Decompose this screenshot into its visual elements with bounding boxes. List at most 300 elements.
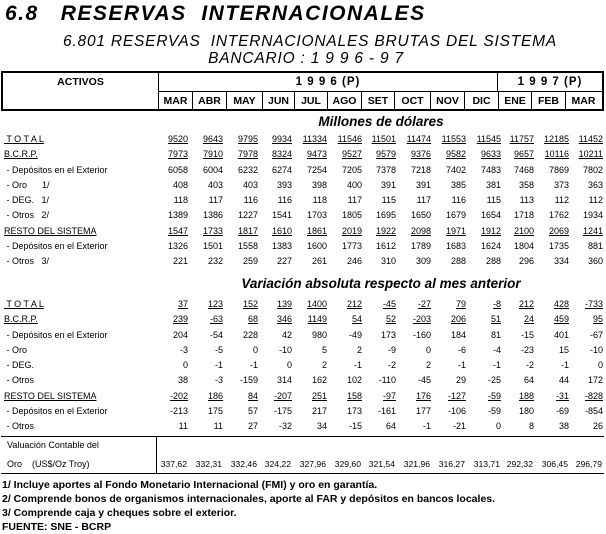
table-cell: 8 bbox=[528, 421, 534, 432]
table-cell: 259 bbox=[242, 256, 258, 267]
activos-header-cell bbox=[3, 73, 159, 109]
table-cell: 1600 bbox=[306, 241, 327, 252]
table-cell: 7254 bbox=[306, 164, 327, 175]
table-cell: -828 bbox=[584, 390, 603, 401]
table-row bbox=[0, 147, 606, 162]
table-cell: 1773 bbox=[341, 241, 362, 252]
table-cell: 84 bbox=[247, 390, 258, 401]
table-cell: -10 bbox=[589, 344, 603, 355]
table-cell: 9643 bbox=[202, 134, 223, 144]
table-row bbox=[0, 328, 606, 343]
table-cell: -2 bbox=[525, 360, 534, 371]
table-cell: 1683 bbox=[445, 241, 466, 252]
table-cell: 360 bbox=[587, 256, 603, 267]
table-cell: 1654 bbox=[480, 210, 501, 221]
table-cell: 11546 bbox=[337, 134, 362, 144]
month-header: OCT bbox=[395, 92, 431, 109]
table-cell: 139 bbox=[276, 299, 292, 309]
row-label: - DEG. bbox=[4, 360, 35, 371]
column-divider bbox=[156, 437, 157, 474]
table-cell: 401 bbox=[553, 329, 569, 340]
table-cell: 1805 bbox=[341, 210, 362, 221]
table-cell: 12185 bbox=[543, 134, 569, 144]
table-cell: 52 bbox=[385, 314, 396, 325]
table-cell: -8 bbox=[492, 299, 501, 309]
table-cell: -59 bbox=[487, 406, 501, 417]
table-cell: 403 bbox=[242, 179, 258, 190]
table-cell: 459 bbox=[553, 314, 569, 325]
month-header: JUN bbox=[263, 92, 295, 109]
gold-valuation-cell: 313,71 bbox=[473, 459, 500, 469]
table-cell: -1 bbox=[214, 360, 223, 371]
table-cell: 1718 bbox=[513, 210, 534, 221]
table-row bbox=[0, 163, 606, 178]
table-row bbox=[0, 312, 606, 327]
table-cell: 9376 bbox=[410, 149, 431, 160]
table-cell: -854 bbox=[584, 406, 603, 417]
table-cell: 68 bbox=[247, 314, 258, 325]
table-cell: 217 bbox=[311, 406, 327, 417]
table-cell: 116 bbox=[243, 195, 258, 206]
table-cell: 251 bbox=[311, 390, 327, 401]
table-cell: -31 bbox=[555, 390, 569, 401]
table-cell: 115 bbox=[486, 195, 501, 206]
table-cell: 232 bbox=[207, 256, 223, 267]
table-cell: 6058 bbox=[167, 164, 188, 175]
table-cell: 309 bbox=[415, 256, 431, 267]
table-cell: 2069 bbox=[548, 225, 569, 236]
table-cell: -9 bbox=[387, 344, 396, 355]
table-cell: 408 bbox=[172, 179, 188, 190]
year-1996-header: 1 9 9 6 (P) bbox=[159, 73, 498, 92]
year-1997-header: 1 9 9 7 (P) bbox=[498, 73, 602, 92]
table-cell: 5 bbox=[321, 344, 327, 355]
table-cell: 9582 bbox=[445, 149, 466, 160]
gold-valuation-cell: 292,32 bbox=[506, 459, 533, 469]
page-title: 6.8 RESERVAS INTERNACIONALES bbox=[5, 2, 426, 25]
row-label: - Oro 1/ bbox=[4, 179, 50, 190]
row-label: - Depósitos en el Exterior bbox=[4, 329, 108, 340]
table-cell: 0 bbox=[425, 344, 431, 355]
table-cell: 116 bbox=[451, 195, 466, 206]
gold-valuation-cell: 316,27 bbox=[438, 459, 465, 469]
table-cell: 393 bbox=[276, 179, 292, 190]
table-cell: 288 bbox=[450, 256, 466, 267]
table-cell: 1971 bbox=[445, 225, 466, 236]
month-header: JUL bbox=[295, 92, 328, 109]
table-cell: 206 bbox=[450, 314, 466, 325]
table-cell: 310 bbox=[380, 256, 396, 267]
table-cell: 221 bbox=[172, 256, 188, 267]
table-cell: 2 bbox=[356, 344, 362, 355]
source-note: FUENTE: SNE - BCRP bbox=[2, 521, 112, 533]
table-cell: 10116 bbox=[544, 149, 569, 160]
gold-valuation-row bbox=[1, 436, 604, 474]
activos-header-label: ACTIVOS bbox=[57, 76, 104, 88]
table-cell: 7978 bbox=[237, 149, 258, 160]
table-cell: 117 bbox=[347, 195, 362, 206]
table-cell: 6274 bbox=[271, 164, 292, 175]
table-cell: 2 bbox=[425, 360, 431, 371]
row-label: - Otros 3/ bbox=[4, 256, 50, 267]
table-cell: 176 bbox=[415, 390, 431, 401]
table-cell: -67 bbox=[589, 329, 603, 340]
table-cell: 881 bbox=[587, 241, 603, 252]
footnote-1: 1/ Incluye aportes al Fondo Monetario Internacional (FMI) y oro en garantía. bbox=[2, 479, 378, 491]
table-cell: 11501 bbox=[371, 134, 396, 144]
table-cell: 1804 bbox=[513, 241, 534, 252]
gold-valuation-cell: 306,45 bbox=[541, 459, 568, 469]
table-cell: 7973 bbox=[167, 149, 188, 160]
gold-valuation-label-line2: Oro (US$/Oz Troy) bbox=[7, 459, 90, 469]
table-cell: 373 bbox=[553, 179, 569, 190]
table-cell: -1 bbox=[249, 360, 258, 371]
table-cell: 1149 bbox=[307, 314, 327, 325]
table-cell: 186 bbox=[207, 390, 223, 401]
table-row bbox=[0, 224, 606, 239]
table-cell: 381 bbox=[485, 179, 501, 190]
table-cell: 173 bbox=[380, 329, 396, 340]
table-cell: -161 bbox=[377, 406, 396, 417]
table-cell: 239 bbox=[172, 314, 188, 325]
table-cell: 113 bbox=[519, 195, 534, 206]
row-label: - Depósitos en el Exterior bbox=[4, 164, 108, 175]
gold-valuation-cell: 337,62 bbox=[160, 459, 187, 469]
table-cell: 10211 bbox=[578, 149, 603, 160]
row-label: B.C.R.P. bbox=[4, 149, 38, 160]
table-row bbox=[0, 239, 606, 254]
month-header: MAR bbox=[571, 95, 596, 107]
table-cell: 152 bbox=[242, 299, 258, 309]
table-cell: 385 bbox=[450, 179, 466, 190]
table-row bbox=[0, 193, 606, 208]
table-cell: 1241 bbox=[582, 225, 603, 236]
table-cell: 1610 bbox=[271, 225, 292, 236]
table-header bbox=[1, 71, 604, 111]
row-label: B.C.R.P. bbox=[4, 314, 38, 325]
row-label: T O T A L bbox=[4, 299, 44, 309]
table-cell: 227 bbox=[276, 256, 292, 267]
row-label: - Depósitos en el Exterior bbox=[4, 241, 108, 252]
table-cell: 403 bbox=[207, 179, 223, 190]
table-cell: 38 bbox=[558, 421, 569, 432]
table-cell: -733 bbox=[584, 299, 603, 309]
footnotes bbox=[2, 478, 495, 534]
table-cell: 2100 bbox=[513, 225, 534, 236]
table-cell: 24 bbox=[523, 314, 534, 325]
table-cell: 1386 bbox=[202, 210, 223, 221]
gold-valuation-cell: 296,79 bbox=[575, 459, 602, 469]
table-row bbox=[0, 178, 606, 193]
gold-valuation-label-line1: Valuación Contable del bbox=[7, 440, 99, 450]
table-cell: 54 bbox=[351, 314, 362, 325]
gold-valuation-cell: 332,46 bbox=[230, 459, 257, 469]
table-cell: 1400 bbox=[306, 299, 327, 309]
table-cell: 358 bbox=[518, 179, 534, 190]
table-row bbox=[0, 419, 606, 434]
table-row bbox=[0, 358, 606, 373]
table-cell: 363 bbox=[587, 179, 603, 190]
table-cell: -5 bbox=[214, 344, 223, 355]
table-cell: 1547 bbox=[167, 225, 188, 236]
table-cell: 34 bbox=[316, 421, 327, 432]
table-cell: 27 bbox=[247, 421, 258, 432]
table-cell: 7378 bbox=[375, 164, 396, 175]
table-cell: 0 bbox=[182, 360, 188, 371]
table-cell: 79 bbox=[455, 299, 466, 309]
table-cell: 6004 bbox=[202, 164, 223, 175]
table-row bbox=[0, 297, 606, 312]
table-cell: 118 bbox=[312, 195, 327, 206]
gold-valuation-cell: 332,31 bbox=[195, 459, 222, 469]
table-cell: 1733 bbox=[202, 225, 223, 236]
table-row bbox=[0, 208, 606, 223]
table-cell: -59 bbox=[487, 390, 501, 401]
table-cell: 115 bbox=[381, 195, 396, 206]
table-cell: -6 bbox=[457, 344, 466, 355]
gold-valuation-cell: 324,22 bbox=[264, 459, 291, 469]
table-cell: 11 bbox=[178, 421, 188, 432]
table-cell: -110 bbox=[378, 375, 396, 386]
table-cell: 1624 bbox=[480, 241, 501, 252]
table-cell: -63 bbox=[209, 314, 223, 325]
section-millions-rows bbox=[0, 132, 606, 270]
table-cell: -127 bbox=[447, 390, 466, 401]
table-row bbox=[0, 389, 606, 404]
table-cell: 26 bbox=[592, 421, 603, 432]
table-cell: 314 bbox=[276, 375, 292, 386]
table-cell: 1922 bbox=[375, 225, 396, 236]
table-cell: 112 bbox=[554, 195, 569, 206]
section-title-millions: Millones de dólares bbox=[318, 114, 444, 129]
table-cell: 173 bbox=[346, 406, 362, 417]
month-header: FEB bbox=[532, 92, 566, 109]
table-cell: -203 bbox=[412, 314, 431, 325]
table-cell: 1934 bbox=[582, 210, 603, 221]
month-header: MAY bbox=[227, 92, 263, 109]
table-cell: -69 bbox=[555, 406, 569, 417]
table-cell: 11334 bbox=[302, 134, 327, 144]
table-cell: -4 bbox=[492, 344, 501, 355]
table-cell: 11452 bbox=[578, 134, 603, 144]
table-cell: 44 bbox=[558, 375, 569, 386]
table-cell: -25 bbox=[487, 375, 501, 386]
table-cell: 9579 bbox=[375, 149, 396, 160]
table-cell: 15 bbox=[558, 344, 569, 355]
month-header: DIC bbox=[465, 92, 499, 109]
row-label: RESTO DEL SISTEMA bbox=[4, 225, 97, 236]
table-row bbox=[0, 404, 606, 419]
table-cell: -1 bbox=[492, 360, 501, 371]
table-cell: 212 bbox=[346, 299, 362, 309]
table-cell: 9657 bbox=[513, 149, 534, 160]
table-cell: 334 bbox=[553, 256, 569, 267]
table-cell: 0 bbox=[286, 360, 292, 371]
table-cell: 64 bbox=[385, 421, 396, 432]
table-cell: 172 bbox=[587, 375, 603, 386]
table-cell: -97 bbox=[382, 390, 396, 401]
table-cell: 9934 bbox=[271, 134, 292, 144]
table-cell: -49 bbox=[348, 329, 362, 340]
gold-valuation-cell: 321,96 bbox=[403, 459, 430, 469]
row-label: - Depósitos en el Exterior bbox=[4, 406, 108, 417]
table-cell: 2019 bbox=[341, 225, 362, 236]
table-cell: 980 bbox=[311, 329, 327, 340]
row-label: - Otros 2/ bbox=[4, 210, 50, 221]
table-cell: 1789 bbox=[410, 241, 431, 252]
table-cell: 118 bbox=[173, 195, 188, 206]
table-cell: -15 bbox=[520, 329, 534, 340]
table-cell: 123 bbox=[207, 299, 223, 309]
table-cell: 177 bbox=[415, 406, 431, 417]
table-cell: 1912 bbox=[480, 225, 501, 236]
table-cell: 1679 bbox=[445, 210, 466, 221]
table-cell: -2 bbox=[387, 360, 396, 371]
section-title-variation: Variación absoluta respecto al mes anterior bbox=[241, 276, 521, 291]
table-cell: 81 bbox=[490, 329, 501, 340]
table-cell: 1861 bbox=[306, 225, 327, 236]
table-cell: -23 bbox=[520, 344, 534, 355]
table-cell: -159 bbox=[239, 375, 258, 386]
table-cell: 1501 bbox=[202, 241, 223, 252]
table-cell: 2 bbox=[321, 360, 327, 371]
table-cell: 1558 bbox=[237, 241, 258, 252]
month-header-row bbox=[159, 92, 601, 109]
table-cell: -202 bbox=[169, 390, 188, 401]
table-cell: 51 bbox=[490, 314, 501, 325]
month-header: NOV bbox=[431, 92, 465, 109]
table-cell: 346 bbox=[276, 314, 292, 325]
table-cell: 400 bbox=[346, 179, 362, 190]
table-cell: -27 bbox=[417, 299, 431, 309]
row-label: - DEG. 1/ bbox=[4, 195, 50, 206]
table-cell: 95 bbox=[592, 314, 603, 325]
table-row bbox=[0, 343, 606, 358]
table-row bbox=[0, 254, 606, 269]
table-row bbox=[0, 132, 606, 147]
table-cell: 112 bbox=[588, 195, 603, 206]
table-cell: 64 bbox=[523, 375, 534, 386]
month-header: AGO bbox=[328, 92, 362, 109]
footnote-3: 3/ Comprende caja y cheques sobre el exterior. bbox=[2, 507, 237, 519]
table-cell: -3 bbox=[179, 344, 188, 355]
table-cell: 116 bbox=[277, 195, 292, 206]
table-subtitle-line1: 6.801 RESERVAS INTERNACIONALES BRUTAS DEL SISTEMA bbox=[63, 33, 557, 50]
table-cell: -10 bbox=[278, 344, 292, 355]
table-cell: -15 bbox=[348, 421, 362, 432]
table-cell: 57 bbox=[247, 406, 258, 417]
table-cell: -160 bbox=[412, 329, 431, 340]
table-cell: -32 bbox=[278, 421, 292, 432]
month-header: SET bbox=[362, 92, 395, 109]
table-cell: 11474 bbox=[406, 134, 431, 144]
table-cell: 42 bbox=[281, 329, 292, 340]
table-cell: 9473 bbox=[306, 149, 327, 160]
table-cell: 9633 bbox=[480, 149, 501, 160]
row-label: - Otros bbox=[4, 375, 35, 386]
table-cell: 37 bbox=[177, 299, 188, 309]
table-subtitle-line2: BANCARIO : 1 9 9 6 - 9 7 bbox=[208, 50, 404, 67]
table-cell: 180 bbox=[518, 406, 534, 417]
table-cell: -207 bbox=[273, 390, 292, 401]
table-cell: 288 bbox=[485, 256, 501, 267]
table-cell: 1389 bbox=[167, 210, 188, 221]
table-row bbox=[0, 373, 606, 388]
row-label: T O T A L bbox=[4, 134, 44, 144]
table-cell: 9520 bbox=[167, 134, 188, 144]
table-cell: -213 bbox=[169, 406, 188, 417]
table-cell: 29 bbox=[455, 375, 466, 386]
table-cell: -1 bbox=[422, 421, 431, 432]
table-cell: -21 bbox=[452, 421, 466, 432]
gold-valuation-cell: 329,60 bbox=[334, 459, 361, 469]
table-cell: 11757 bbox=[509, 134, 534, 144]
table-cell: 11545 bbox=[476, 134, 501, 144]
table-cell: 38 bbox=[177, 375, 188, 386]
table-cell: 8324 bbox=[271, 149, 292, 160]
table-cell: 0 bbox=[252, 344, 258, 355]
table-cell: 428 bbox=[553, 299, 569, 309]
table-cell: 296 bbox=[518, 256, 534, 267]
table-cell: 1612 bbox=[375, 241, 396, 252]
table-cell: 117 bbox=[208, 195, 223, 206]
table-cell: -45 bbox=[417, 375, 431, 386]
table-cell: -1 bbox=[353, 360, 362, 371]
table-cell: 228 bbox=[242, 329, 258, 340]
table-cell: -3 bbox=[214, 375, 223, 386]
section-variation-rows bbox=[0, 297, 606, 435]
table-cell: 188 bbox=[518, 390, 534, 401]
table-cell: -45 bbox=[382, 299, 396, 309]
table-cell: 7483 bbox=[480, 164, 501, 175]
table-cell: 162 bbox=[311, 375, 327, 386]
table-cell: 7402 bbox=[445, 164, 466, 175]
table-cell: 7468 bbox=[513, 164, 534, 175]
table-cell: 261 bbox=[311, 256, 327, 267]
table-cell: 391 bbox=[415, 179, 431, 190]
table-cell: 391 bbox=[380, 179, 396, 190]
table-cell: 1703 bbox=[306, 210, 327, 221]
table-cell: 1541 bbox=[271, 210, 292, 221]
table-cell: 102 bbox=[346, 375, 362, 386]
table-cell: -106 bbox=[447, 406, 466, 417]
table-cell: 11553 bbox=[441, 134, 466, 144]
table-cell: -1 bbox=[457, 360, 466, 371]
table-cell: 9527 bbox=[341, 149, 362, 160]
table-cell: 184 bbox=[450, 329, 466, 340]
gold-valuation-cell: 321,54 bbox=[368, 459, 395, 469]
table-cell: 7802 bbox=[582, 164, 603, 175]
footnote-2: 2/ Comprende bonos de organismos internacionales, aporte al FAR y depósitos en bancos locales. bbox=[2, 493, 496, 505]
table-cell: -54 bbox=[209, 329, 223, 340]
table-cell: 1227 bbox=[237, 210, 258, 221]
month-header: ENE bbox=[499, 92, 532, 109]
month-header: MAR bbox=[159, 92, 193, 109]
table-cell: 1735 bbox=[548, 241, 569, 252]
table-cell: 0 bbox=[495, 421, 501, 432]
table-cell: 1383 bbox=[271, 241, 292, 252]
table-cell: -175 bbox=[273, 406, 292, 417]
table-cell: 204 bbox=[172, 329, 188, 340]
table-cell: 6232 bbox=[237, 164, 258, 175]
row-label: - Oro bbox=[4, 344, 28, 355]
table-cell: 7869 bbox=[548, 164, 569, 175]
table-cell: 1650 bbox=[410, 210, 431, 221]
table-cell: 7910 bbox=[202, 149, 223, 160]
table-cell: 1695 bbox=[375, 210, 396, 221]
table-cell: 398 bbox=[311, 179, 327, 190]
table-cell: 158 bbox=[346, 390, 362, 401]
